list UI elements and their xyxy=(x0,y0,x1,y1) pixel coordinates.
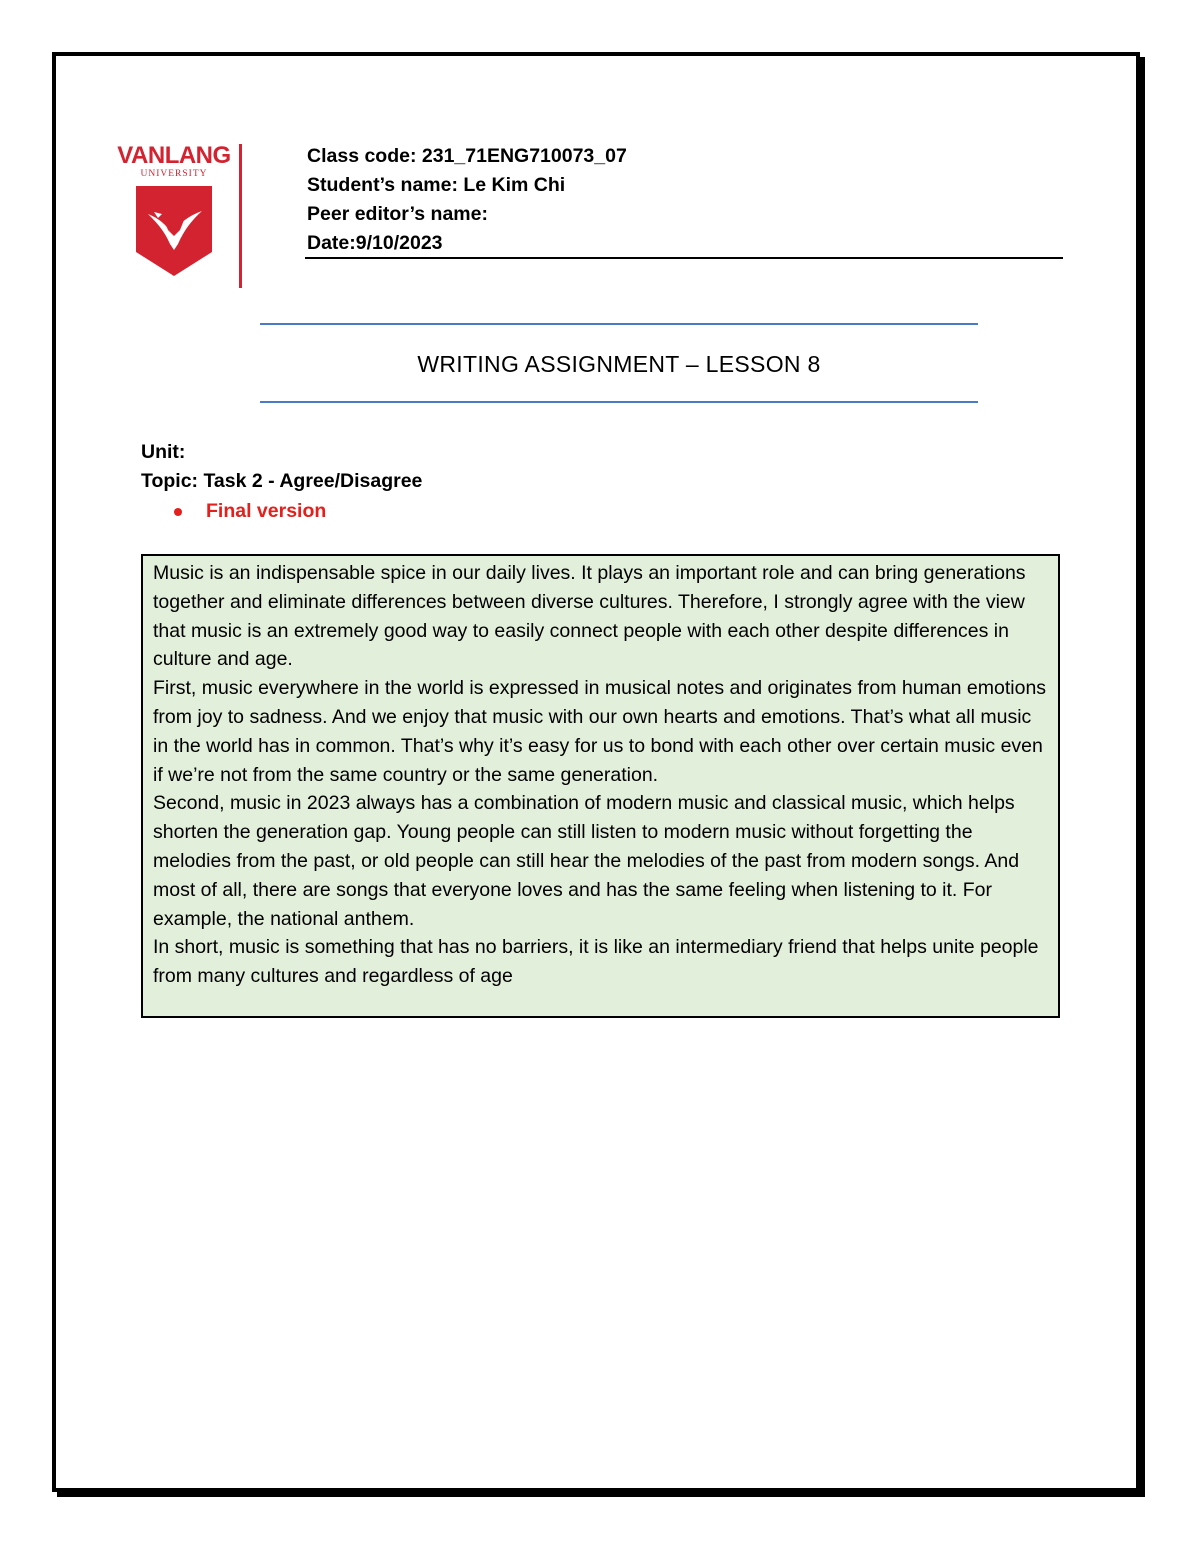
assignment-title: WRITING ASSIGNMENT – LESSON 8 xyxy=(417,351,821,377)
university-logo xyxy=(112,142,236,282)
class-code: Class code: 231_71ENG710073_07 xyxy=(307,145,627,167)
essay-paragraph-intro: Music is an indispensable spice in our daily lives. It plays an important role and can bring generations together and eliminate differences between diverse cultures. Therefore, I strongly agree with the view that music is an extremely good way to easily connect people with each other despite differences in culture and age. xyxy=(153,562,1026,671)
shield-icon xyxy=(134,184,214,278)
unit-label: Unit: xyxy=(141,441,186,463)
header-info xyxy=(307,142,627,258)
essay-paragraph-second: Second, music in 2023 always has a combination of modern music and classical music, which helps shorten the generation gap. Young people can still listen to modern music without forgetting the melodies from the past, or old people can still hear the melodies of the past from modern songs. And most of all, there are songs that everyone loves and has the same feeling when listening to it. For example, the national anthem. xyxy=(153,792,1020,930)
version-label: Final version xyxy=(206,500,327,522)
header-rule xyxy=(305,257,1063,259)
essay-paragraph-conclusion: In short, music is something that has no barriers, it is like an intermediary friend that helps unite people from many cultures and regardless of age xyxy=(153,936,1039,988)
essay-paragraph-first: First, music everywhere in the world is expressed in musical notes and originates from human emotions from joy to sadness. And we enjoy that music with our own hearts and emotions. That’s what all music in the world has in common. That’s why it’s easy for us to bond with each other over certain music even if we’re not from the same country or the same generation. xyxy=(153,677,1047,786)
essay-box xyxy=(141,554,1060,1018)
version-bullet xyxy=(174,497,326,526)
peer-editor-name: Peer editor’s name: xyxy=(307,203,488,225)
title-rule-top xyxy=(260,323,978,325)
unit-topic-block xyxy=(141,438,422,496)
student-name: Student’s name: Le Kim Chi xyxy=(307,174,566,196)
logo-subtitle: UNIVERSITY xyxy=(140,169,208,179)
title-rule-bottom xyxy=(260,401,978,403)
topic-label: Topic: Task 2 - Agree/Disagree xyxy=(141,470,423,492)
logo-wordmark: VANLANG xyxy=(117,142,231,169)
bullet-icon xyxy=(174,508,182,516)
logo-divider xyxy=(239,144,242,288)
date: Date:9/10/2023 xyxy=(307,232,443,254)
